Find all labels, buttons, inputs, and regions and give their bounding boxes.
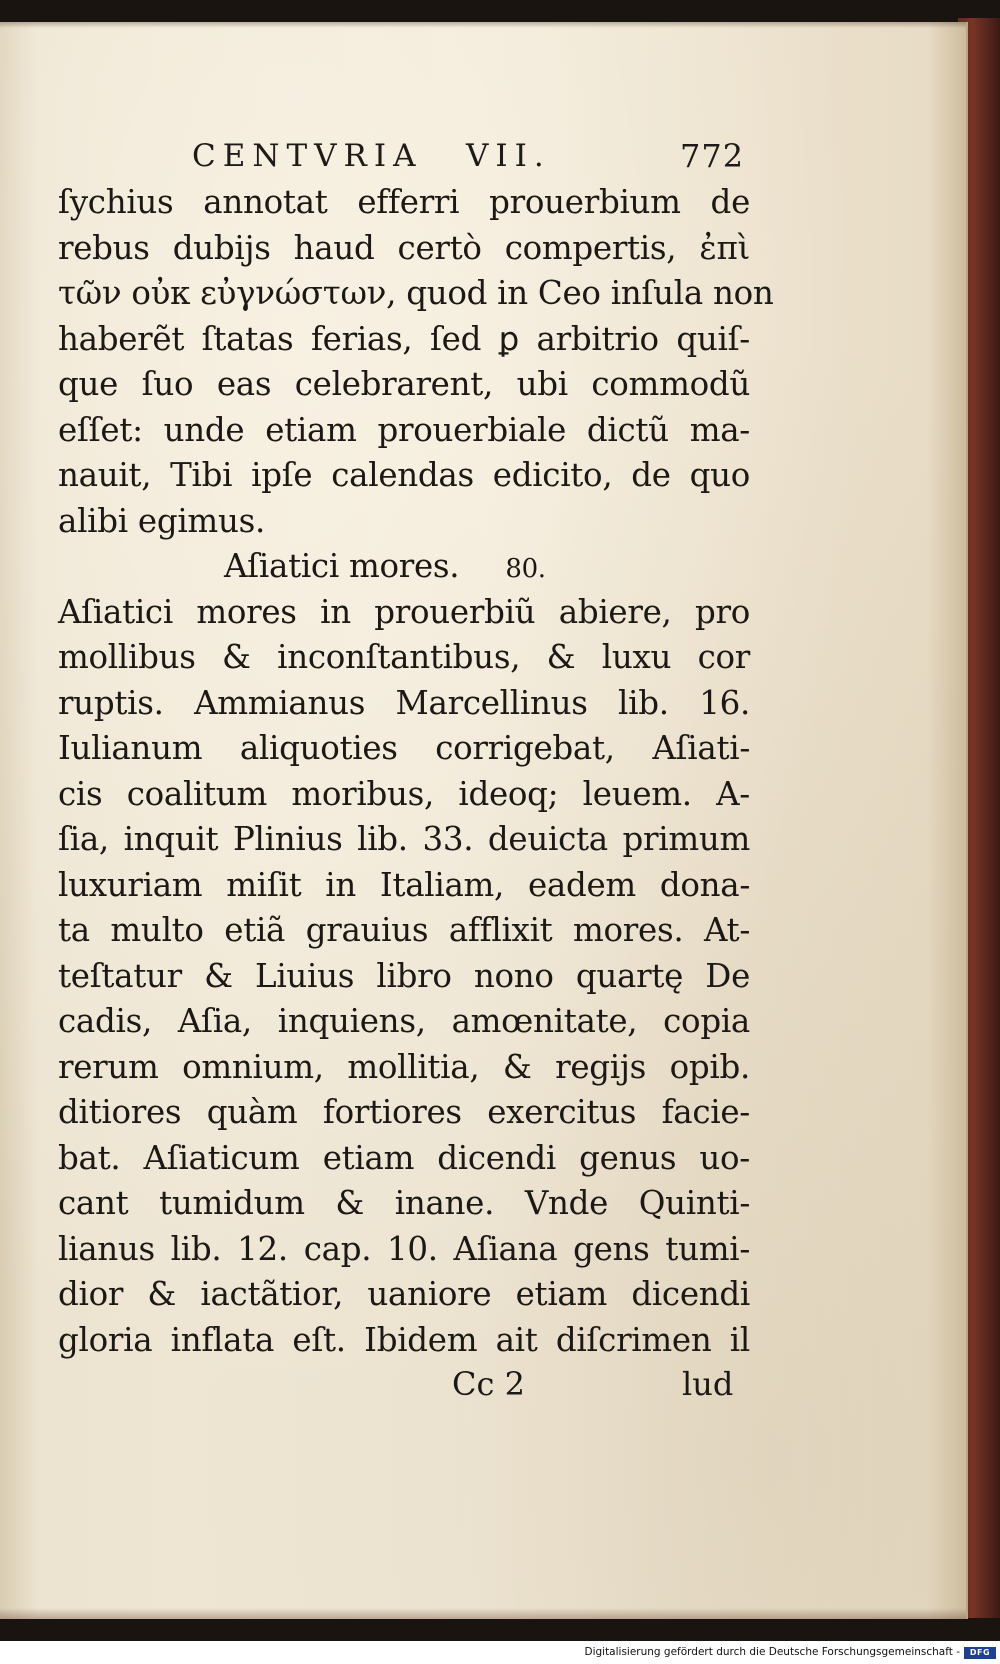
text-line: nauit, Tibi ipſe calendas edicito, de quo: [58, 456, 750, 494]
text-line: ſia, inquit Plinius lib. 33. deuicta primum: [58, 820, 750, 858]
text-line: ta multo etiã grauius afflixit mores. At-: [58, 911, 750, 949]
text-line: ruptis. Ammianus Marcellinus lib. 16.: [58, 683, 750, 722]
text-line: rebus dubijs haud certò compertis, ἐπὶ: [58, 228, 750, 267]
catchword: lud: [682, 1365, 734, 1403]
text-line: cant tumidum & inane. Vnde Quinti-: [58, 1184, 750, 1222]
text-line: cadis, Aſia, inquiens, amœnitate, copia: [58, 1002, 750, 1040]
text-line: dior & iactãtior, uaniore etiam dicendi: [58, 1275, 750, 1313]
attribution-bar: [0, 1644, 1000, 1664]
section-heading: [58, 544, 750, 590]
section-heading-title: Aſiatici mores.: [224, 547, 460, 585]
text-line: teſtatur & Liuius libro nono quartę De: [58, 956, 750, 995]
text-line: luxuriam miſit in Italiam, eadem dona-: [58, 865, 750, 904]
text-line: rerum omnium, mollitia, & regijs opib.: [58, 1047, 750, 1086]
text-line: mollibus & inconſtantibus, & luxu cor: [58, 638, 750, 676]
text-line: lianus lib. 12. cap. 10. Aſiana gens tumi-: [58, 1229, 750, 1268]
text-line: bat. Aſiaticum etiam dicendi genus uo-: [58, 1138, 750, 1177]
page-top-shadow: [0, 22, 966, 28]
text-line: ſychius annotat efferri prouerbium de: [58, 183, 750, 221]
section-heading-number: 80.: [505, 554, 546, 584]
text-line: Iulianum aliquoties corrigebat, Aſiati-: [58, 729, 750, 767]
text-line: Aſiatici mores in prouerbiũ abiere, pro: [58, 592, 750, 631]
text-line: gloria inflata eſt. Ibidem ait diſcrimen il: [58, 1320, 750, 1359]
page-bottom-shadow: [0, 1608, 966, 1619]
text-line: ditiores quàm fortiores exercitus facie-: [58, 1093, 750, 1131]
text-line: cis coalitum moribus, ideoq; leuem. A-: [58, 774, 750, 813]
page-number: 772: [680, 137, 745, 175]
body-text: [58, 180, 774, 1363]
text-line: alibi egimus.: [58, 501, 265, 540]
running-head-volume: VII.: [466, 138, 551, 174]
text-line: haberẽt ſtatas ferias, ſed ꝑ arbitrio quiſ-: [58, 319, 750, 358]
text-line: τῶν οὐκ εὐγνώστων, quod in Ceo inſula non: [58, 274, 774, 312]
running-head-title: CENTVRIA: [192, 138, 423, 174]
signature-mark: Cc 2: [452, 1365, 525, 1403]
attribution-text: Digitalisierung gefördert durch die Deutsche Forschungsgemeinschaft -: [584, 1646, 960, 1658]
text-line: eſſet: unde etiam prouerbiale dictũ ma-: [58, 410, 750, 449]
dfg-logo: DFG: [964, 1647, 996, 1659]
text-line: que ſuo eas celebrarent, ubi commodũ: [58, 365, 750, 403]
